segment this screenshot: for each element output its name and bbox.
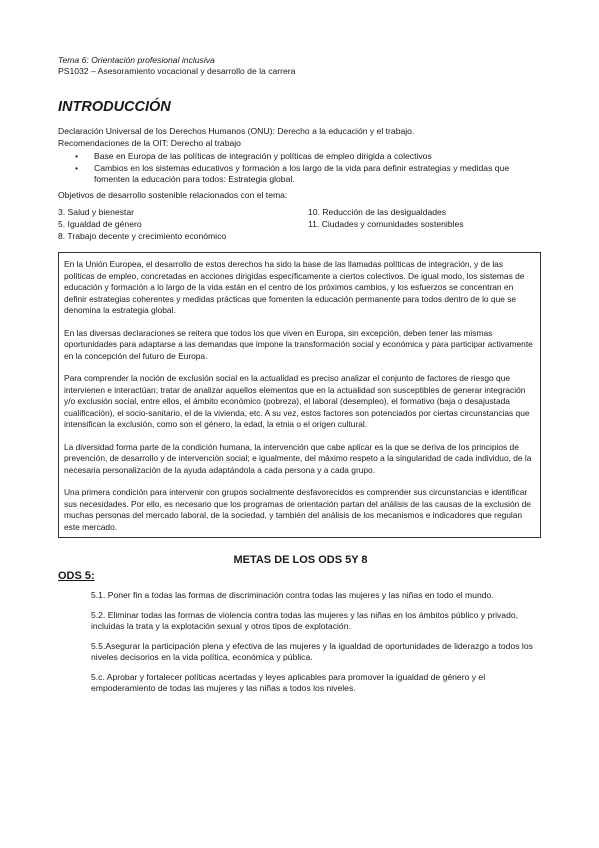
- bullet-list: [58, 151, 543, 186]
- objective-item: 11. Ciudades y comunidades sostenibles: [308, 219, 464, 229]
- objectives-grid: [58, 206, 543, 242]
- list-item: [75, 162, 543, 186]
- box-paragraph: En las diversas declaraciones se reitera que todos los que viven en Europa, sin excepción, deben tener las mismas oportunidades para adaptarse a las demandas que impone la transformación social y económica y para participar activamente en la concepción del futuro de Europa.: [64, 327, 533, 361]
- goal-item: 5.1. Poner fin a todas las formas de discriminación contra todas las mujeres y las niñas en todo el mundo.: [91, 590, 494, 600]
- box-paragraph: En la Unión Europea, el desarrollo de estos derechos ha sido la base de las llamadas políticas de integración, y de las políticas de empleo, concretadas en acciones dirigidas específicamente a ciertos colectivos. De igual modo, los sistemas de educación y formación a lo largo de la vida están en el centro de los próximos cambios, y los esfuerzos se concentran en definir estrategias coherentes y medidas prácticas que fomenten la educación permanente para todos dentro de lo que se denomina la estrategia global.: [64, 259, 525, 315]
- goals-heading: METAS DE LOS ODS 5Y 8: [233, 554, 368, 566]
- list-item-text: Base en Europa de las políticas de integración y políticas de empleo dirigida a colectivos: [94, 151, 432, 161]
- bullet-icon: •: [75, 151, 79, 161]
- course-topic: Tema 6: Orientación profesional inclusiva: [58, 55, 215, 65]
- goal-item: 5.2. Eliminar todas las formas de violencia contra todas las mujeres y las niñas en los ámbitos público y privado, incluidas la trata y la explotación sexual y otros tipos de explotación.: [91, 609, 519, 631]
- intro-line-1: Declaración Universal de los Derechos Humanos (ONU): Derecho a la educación y el trabajo.: [58, 126, 415, 136]
- objective-item: 5. Igualdad de género: [58, 219, 142, 229]
- objective-item: 8. Trabajo decente y crecimiento económico: [58, 231, 227, 241]
- list-item-text: Cambios en los sistemas educativos y formación a los largo de la vida para definir estrategias y medidas que fomenten la educación para todos: Estrategia global.: [94, 162, 510, 184]
- box-paragraph: Para comprender la noción de exclusión social en la actualidad es preciso analizar el conjunto de factores de riesgo que intervienen e interactúan; tratar de analizar aquellos elementos que en la actualidad son susceptibles de generar integración y/o exclusión social, entre ellos, el ámbito económico (pobreza), el laboral (desempleo), el formativo (baja o desajustada cualificación), el socio-sanitario, el de la vivienda, etc. A su vez, estos factores son potenciados por ciertas circunstancias que intensifican la exclusión, como son el género, la edad, la etnia o el origen cultural.: [64, 373, 530, 429]
- box-paragraph: La diversidad forma parte de la condición humana, la intervención que cabe aplicar es la que se deriva de los principios de prevención, de desarrollo y de intervención social; e igualmente, del máximo respeto a la singularidad de cada individuo, de la necesaria personalización de la ayuda adaptándola a cada persona y a cada grupo.: [64, 441, 532, 475]
- objectives-title: Objetivos de desarrollo sostenible relacionados con el tema:: [58, 189, 288, 200]
- intro-line-2: Recomendaciones de la OIT: Derecho al trabajo: [58, 137, 241, 148]
- objective-item: 10. Reducción de las desigualdades: [308, 207, 447, 217]
- goal-item: 5.5.Asegurar la participación plena y efectiva de las mujeres y la igualdad de oportunidades de liderazgo a todos los niveles decisorios en la vida política, económica y pública.: [91, 640, 533, 662]
- document-page: [58, 55, 543, 695]
- box-paragraph: Una primera condición para intervenir con grupos socialmente desfavorecidos es comprender sus circunstancias e identificar sus necesidades. Por ello, es necesario que los programas de orientación partan del análisis de las causas de la exclusión de muchas personas del mercado laboral, de la sociedad, y también del análisis de los mecanismos e indicadores que regulan este mercado.: [64, 487, 531, 532]
- text-box: [58, 252, 541, 538]
- ods5-heading: ODS 5:: [58, 570, 95, 582]
- course-code: PS1032 – Asesoramiento vocacional y desarrollo de la carrera: [58, 66, 296, 76]
- page-title: INTRODUCCIÓN: [58, 99, 171, 115]
- goal-item: 5.c. Aprobar y fortalecer políticas acertadas y leyes aplicables para promover la igualdad de género y el empoderamiento de todas las mujeres y las niñas a todos los niveles.: [91, 671, 486, 693]
- bullet-icon: •: [75, 162, 79, 173]
- objective-item: 3. Salud y bienestar: [58, 207, 134, 217]
- list-item: [75, 151, 543, 163]
